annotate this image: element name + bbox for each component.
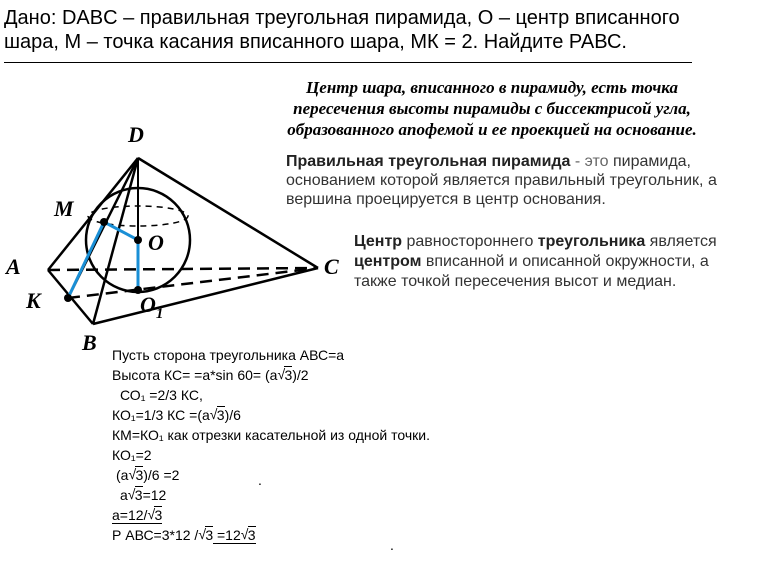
solution-line-6: КО₁=2 [112,447,152,463]
label-A: A [6,254,21,279]
edge-BC [93,268,318,324]
l4-text-b: )/6 [224,407,241,423]
l8-radicand: 3 [134,487,143,503]
l10-text-b: =12 [213,527,241,543]
sqrt-symbol [147,505,162,525]
solution-line-8 [112,485,442,505]
def2-text-2: является [645,233,717,250]
label-B: B [82,330,97,355]
divider [4,62,692,63]
l2-text-b: )/2 [292,367,309,383]
note-line-1: Центр шара, вписанного в пирамиду, есть точка [306,78,678,97]
definition-term: Правильная треугольная пирамида [286,153,571,170]
definition-dash: - это [570,153,609,170]
problem-line-1: Дано: DABC – правильная треугольная пирамида, О – центр вписанного [4,7,680,29]
l8-text-b: =12 [142,487,167,503]
bold-word-center: Центр [354,233,403,250]
bold-word-triangle: треугольника [537,233,646,250]
label-K: K [26,288,41,313]
answer-underlined [213,527,255,544]
l4-radicand: 3 [216,407,225,423]
label-O1-letter: O [140,292,156,317]
stray-dot-1: . [258,472,262,488]
pyramid-figure [0,118,360,358]
sqrt-symbol [241,525,256,545]
label-D: D [128,122,144,147]
edge-DB [93,158,138,324]
label-O: O [148,230,164,255]
hidden-lines [48,268,318,298]
l9-underlined [112,507,162,524]
stray-dot-2: . [390,537,394,553]
edge-DC [138,158,318,268]
def2-text-1: равностороннего [402,233,538,250]
point-M [100,218,108,226]
definition-triangle-center [354,232,754,292]
label-O1 [140,292,163,322]
solution-line-7 [112,465,442,485]
l7-text-a: (а [116,467,129,483]
point-K [64,294,72,302]
sqrt-symbol [210,405,225,425]
solution-line-2 [112,365,442,385]
point-O [134,236,142,244]
solution-line-9 [112,505,442,525]
l4-text-a: КО₁=1/3 КС =(а [112,407,210,423]
l7-text-b: )/6 =2 [143,467,180,483]
l8-text-a: а [120,487,128,503]
definition-text: пирамида, основанием которой является правильный треугольник, а вершина проецируется в центр основания. [286,153,717,208]
solution-line-1: Пусть сторона треугольника АВС=а [112,347,345,363]
solution-line-4 [112,405,442,425]
sqrt-symbol [128,465,143,485]
l10-radicand-2: 3 [247,527,256,543]
label-C: C [324,254,339,279]
solution-line-3: СО₁ =2/3 КС, [120,387,203,403]
l9-radicand: 3 [154,507,163,523]
bold-word-centrom: центром [354,253,422,270]
sqrt-symbol [198,525,213,545]
note-line-3: образованного апофемой и ее проекцией на основание. [287,120,697,139]
l7-radicand: 3 [135,467,144,483]
l2-radicand: 3 [284,367,293,383]
median-KC-hidden [68,268,318,298]
pyramid-edges [48,158,318,324]
solution-line-5: КМ=КО₁ как отрезки касательной из одной точки. [112,427,430,443]
problem-statement [4,6,704,54]
l9-text-a: а=12/ [112,507,148,523]
solution-block [112,345,442,545]
l2-text-a: Высота КС= =а*sin 60= (а [112,367,278,383]
sqrt-symbol [277,365,292,385]
label-O1-subscript: 1 [155,306,164,322]
problem-line-2: шара, М – точка касания вписанного шара, МК = 2. Найдите РАВС. [4,31,627,53]
sqrt-symbol [128,485,143,505]
def2-text-3: вписанной и описанной окружности, а также точкой пересечения высот и медиан. [354,253,709,290]
note-line-2: пересечения высоты пирамиды с биссектрисой угла, [293,99,691,118]
l10-radicand: 3 [205,527,214,543]
label-M: M [54,196,74,221]
l10-text-a: Р АВС=3*12 / [112,527,199,543]
